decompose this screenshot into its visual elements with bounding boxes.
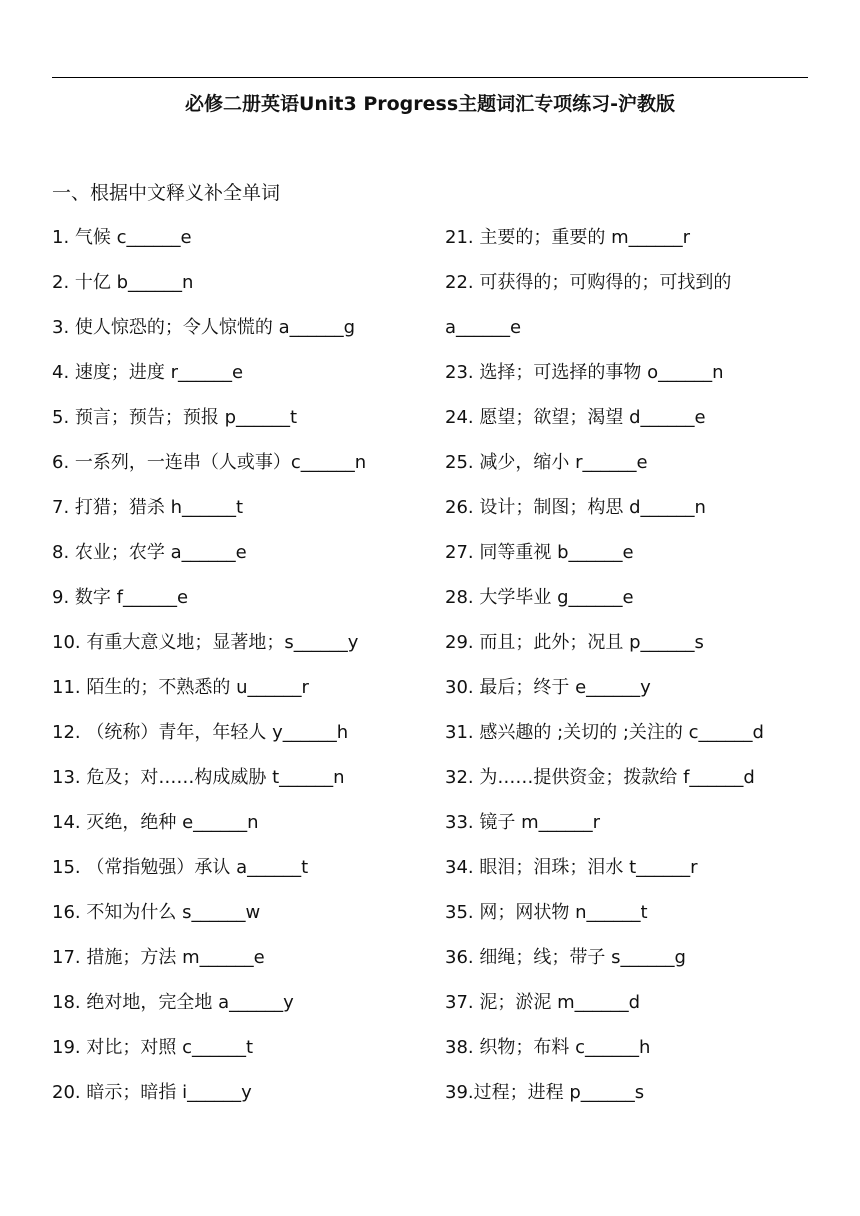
vocab-item: 26. 设计；制图；构思 d______n: [445, 497, 706, 518]
vocab-item: 6. 一系列，一连串（人或事）c______n: [52, 452, 367, 473]
vocab-item: 8. 农业；农学 a______e: [52, 542, 247, 563]
vocab-item: 33. 镜子 m______r: [445, 812, 601, 833]
vocab-item: 3. 使人惊恐的；令人惊慌的 a______g: [52, 317, 356, 338]
vocab-item: 25. 减少，缩小 r______e: [445, 452, 648, 473]
vocab-item: 4. 速度；进度 r______e: [52, 362, 244, 383]
vocab-item: 37. 泥；淤泥 m______d: [445, 992, 641, 1013]
vocab-item: 22. 可获得的；可购得的；可找到的: [445, 272, 732, 293]
vocab-item: 7. 打猎；猎杀 h______t: [52, 497, 244, 518]
vocab-item: 12. （统称）青年，年轻人 y______h: [52, 722, 349, 743]
vocab-item: 21. 主要的；重要的 m______r: [445, 227, 691, 248]
vocab-item: 15. （常指勉强）承认 a______t: [52, 857, 309, 878]
vocab-item: 36. 细绳；线；带子 s______g: [445, 947, 686, 968]
right-column: [445, 223, 813, 1123]
vocab-item: 10. 有重大意义地；显著地；s______y: [52, 632, 359, 653]
vocab-item: 9. 数字 f______e: [52, 587, 189, 608]
vocab-item: 38. 织物；布料 c______h: [445, 1037, 651, 1058]
vocab-item: 13. 危及；对……构成威胁 t______n: [52, 767, 345, 788]
vocab-item: 16. 不知为什么 s______w: [52, 902, 261, 923]
vocab-item: 35. 网；网状物 n______t: [445, 902, 648, 923]
vocab-item: 23. 选择；可选择的事物 o______n: [445, 362, 724, 383]
vocab-item: 24. 愿望；欲望；渴望 d______e: [445, 407, 706, 428]
vocab-item: 32. 为……提供资金；拨款给 f______d: [445, 767, 755, 788]
left-column: [52, 223, 432, 1123]
vocab-item: 30. 最后；终于 e______y: [445, 677, 651, 698]
section-heading: 一、根据中文释义补全单词: [52, 182, 281, 204]
vocab-item: 1. 气候 c______e: [52, 227, 192, 248]
vocab-item: 2. 十亿 b______n: [52, 272, 194, 293]
vocab-item: 31. 感兴趣的 ;关切的 ;关注的 c______d: [445, 722, 764, 743]
vocab-item: 29. 而且；此外；况且 p______s: [445, 632, 704, 653]
header-rule: [52, 77, 808, 78]
vocab-item: 17. 措施；方法 m______e: [52, 947, 265, 968]
vocab-item: 20. 暗示；暗指 i______y: [52, 1082, 252, 1103]
vocab-item: 39.过程；进程 p______s: [445, 1082, 645, 1103]
vocab-item-continuation: a______e: [445, 317, 522, 338]
vocab-item: 5. 预言；预告；预报 p______t: [52, 407, 298, 428]
vocab-item: 18. 绝对地，完全地 a______y: [52, 992, 294, 1013]
page-title: 必修二册英语Unit3 Progress主题词汇专项练习-沪教版: [184, 93, 676, 115]
vocab-item: 19. 对比；对照 c______t: [52, 1037, 254, 1058]
vocab-item: 11. 陌生的；不熟悉的 u______r: [52, 677, 309, 698]
vocab-item: 34. 眼泪；泪珠；泪水 t______r: [445, 857, 698, 878]
vocab-item: 28. 大学毕业 g______e: [445, 587, 634, 608]
vocab-item: 27. 同等重视 b______e: [445, 542, 634, 563]
vocab-item: 14. 灭绝，绝种 e______n: [52, 812, 259, 833]
